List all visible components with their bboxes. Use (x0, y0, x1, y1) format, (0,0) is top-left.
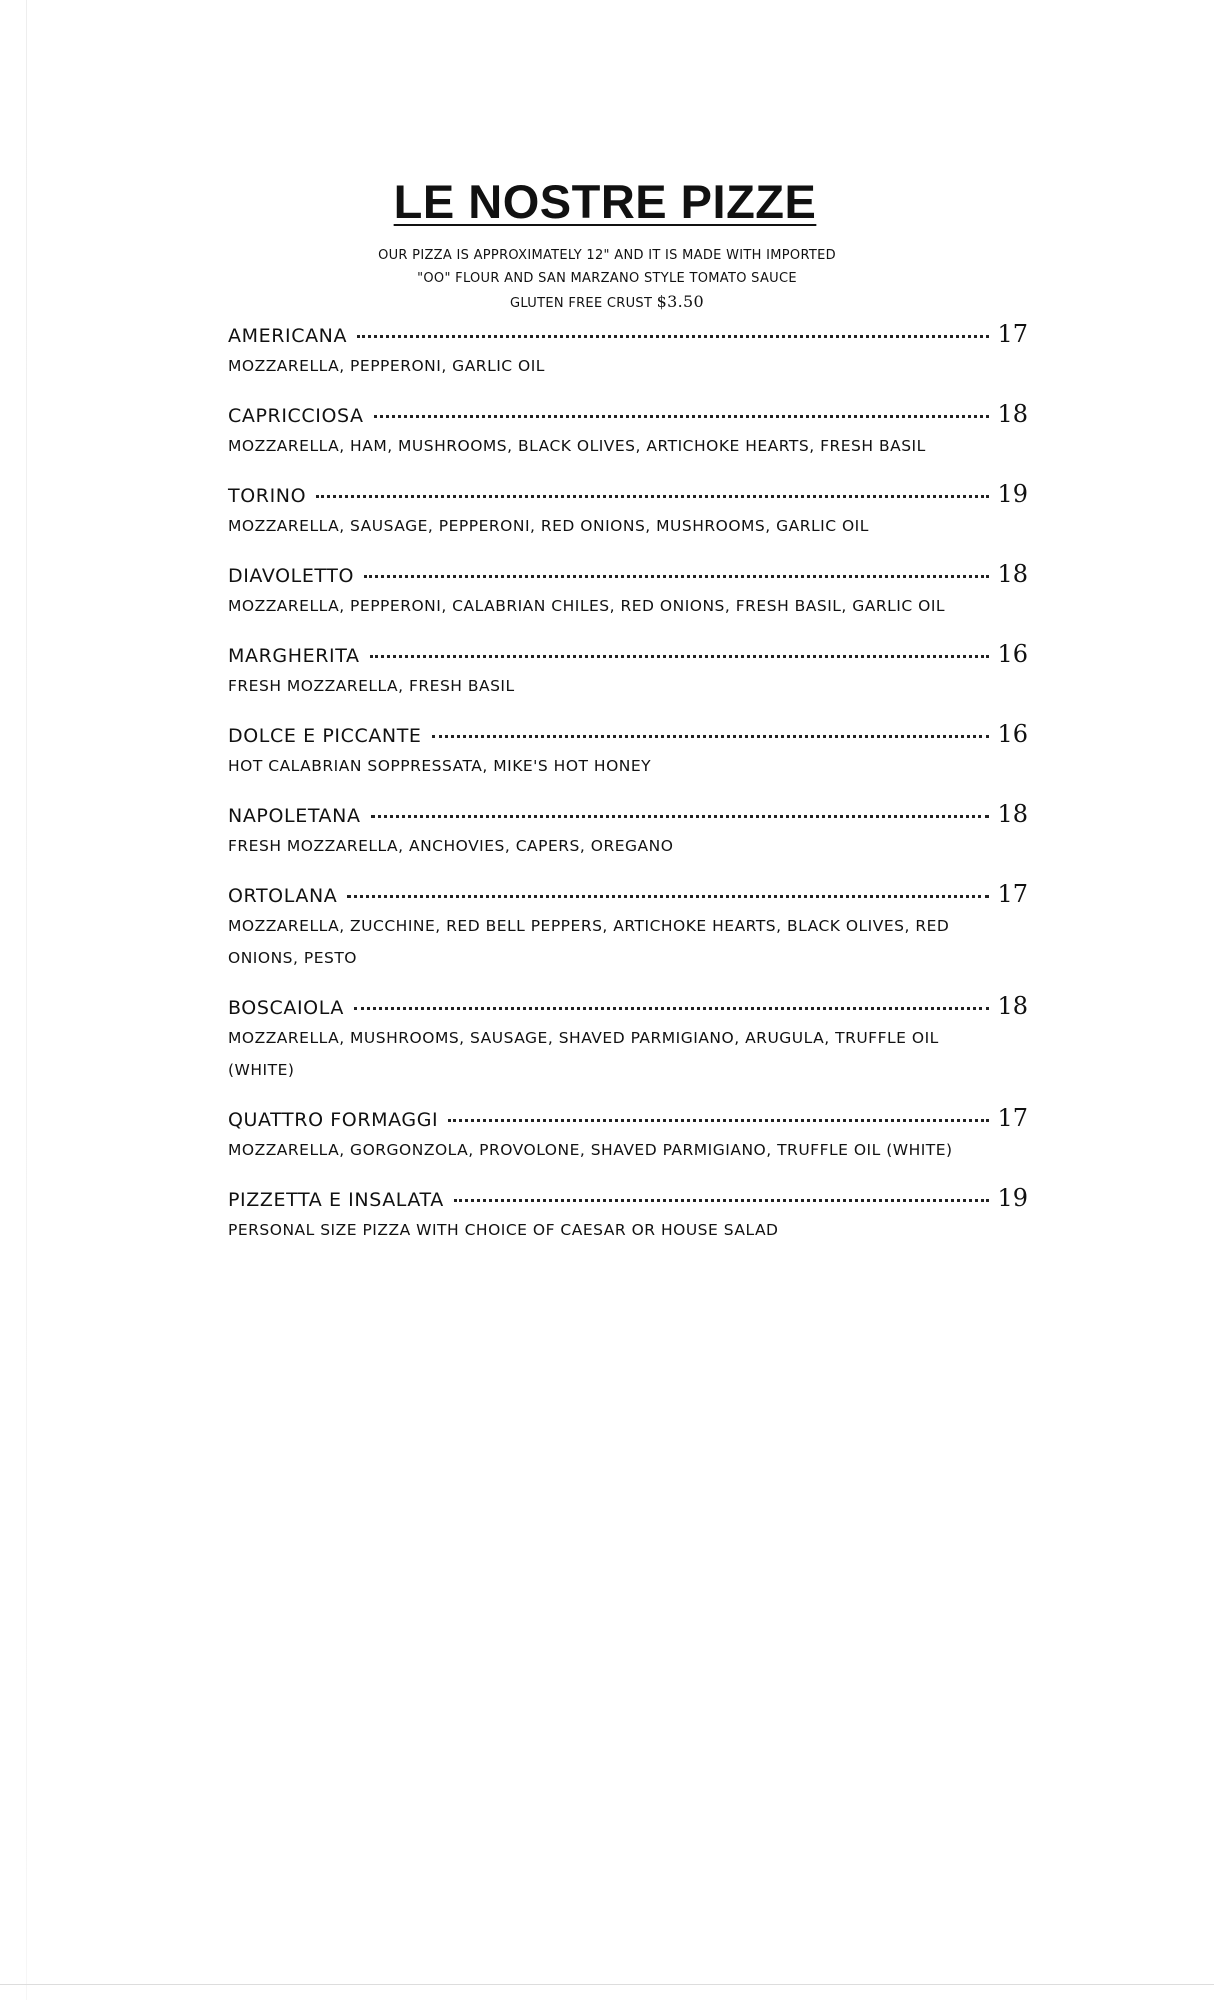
item-price: 19 (997, 1184, 1028, 1212)
intro-line-3 (0, 290, 1214, 315)
menu-item (228, 320, 1028, 382)
item-description: FRESH MOZZARELLA, ANCHOVIES, CAPERS, OREGANO (228, 837, 674, 855)
item-description: MOZZARELLA, GORGONZOLA, PROVOLONE, SHAVED PARMIGIANO, TRUFFLE OIL (WHITE) (228, 1141, 953, 1159)
menu-header (0, 172, 1214, 315)
item-description: MOZZARELLA, SAUSAGE, PEPPERONI, RED ONIONS, MUSHROOMS, GARLIC OIL (228, 517, 869, 535)
dot-leader (371, 815, 990, 818)
dot-leader (347, 895, 989, 898)
intro-line-1: OUR PIZZA IS APPROXIMATELY 12" AND IT IS MADE WITH IMPORTED (378, 248, 836, 263)
item-price: 18 (997, 992, 1028, 1020)
scan-bottom-line (0, 1984, 1214, 1985)
item-name: DOLCE E PICCANTE (228, 725, 422, 747)
item-name: PIZZETTA E INSALATA (228, 1189, 444, 1211)
item-description: MOZZARELLA, ZUCCHINE, RED BELL PEPPERS, ARTICHOKE HEARTS, BLACK OLIVES, RED ONIONS, PESTO (228, 917, 950, 967)
menu-item (228, 1104, 1028, 1166)
item-name: CAPRICCIOSA (228, 405, 364, 427)
menu-item (228, 800, 1028, 862)
intro-line-2: "OO" FLOUR AND SAN MARZANO STYLE TOMATO SAUCE (417, 271, 797, 286)
gluten-free-label: GLUTEN FREE CRUST (510, 296, 653, 311)
dot-leader (364, 575, 989, 578)
menu-item (228, 480, 1028, 542)
item-description: MOZZARELLA, PEPPERONI, GARLIC OIL (228, 357, 545, 375)
item-price: 19 (997, 480, 1028, 508)
item-name: BOSCAIOLA (228, 997, 344, 1019)
menu-item (228, 720, 1028, 782)
menu-item (228, 880, 1028, 974)
intro-text (0, 244, 1214, 315)
dot-leader (357, 335, 989, 338)
item-description: MOZZARELLA, HAM, MUSHROOMS, BLACK OLIVES, ARTICHOKE HEARTS, FRESH BASIL (228, 437, 926, 455)
menu-item (228, 992, 1028, 1086)
item-price: 17 (997, 1104, 1028, 1132)
item-name: TORINO (228, 485, 307, 507)
dot-leader (454, 1199, 990, 1202)
menu-item (228, 1184, 1028, 1246)
item-name: DIAVOLETTO (228, 565, 355, 587)
menu-item (228, 560, 1028, 622)
item-name: ORTOLANA (228, 885, 338, 907)
pizza-list (228, 320, 1028, 1264)
item-price: 18 (997, 800, 1028, 828)
item-price: 17 (997, 880, 1028, 908)
item-price: 16 (997, 640, 1028, 668)
item-description: PERSONAL SIZE PIZZA WITH CHOICE OF CAESAR OR HOUSE SALAD (228, 1221, 779, 1239)
item-price: 18 (997, 400, 1028, 428)
item-name: NAPOLETANA (228, 805, 361, 827)
page-title: LE NOSTRE PIZZE (393, 175, 817, 228)
item-price: 16 (997, 720, 1028, 748)
dot-leader (354, 1007, 989, 1010)
gluten-free-price: $3.50 (656, 292, 704, 311)
dot-leader (316, 495, 989, 498)
item-description: HOT CALABRIAN SOPPRESSATA, MIKE'S HOT HONEY (228, 757, 652, 775)
dot-leader (432, 735, 990, 738)
dot-leader (448, 1119, 989, 1122)
menu-item (228, 640, 1028, 702)
item-description: MOZZARELLA, PEPPERONI, CALABRIAN CHILES, RED ONIONS, FRESH BASIL, GARLIC OIL (228, 597, 946, 615)
item-name: MARGHERITA (228, 645, 360, 667)
menu-item (228, 400, 1028, 462)
item-name: AMERICANA (228, 325, 348, 347)
item-description: MOZZARELLA, MUSHROOMS, SAUSAGE, SHAVED PARMIGIANO, ARUGULA, TRUFFLE OIL (WHITE) (228, 1029, 939, 1079)
item-name: QUATTRO FORMAGGI (228, 1109, 439, 1131)
item-price: 18 (997, 560, 1028, 588)
item-description: FRESH MOZZARELLA, FRESH BASIL (228, 677, 515, 695)
dot-leader (374, 415, 990, 418)
item-price: 17 (997, 320, 1028, 348)
dot-leader (370, 655, 990, 658)
